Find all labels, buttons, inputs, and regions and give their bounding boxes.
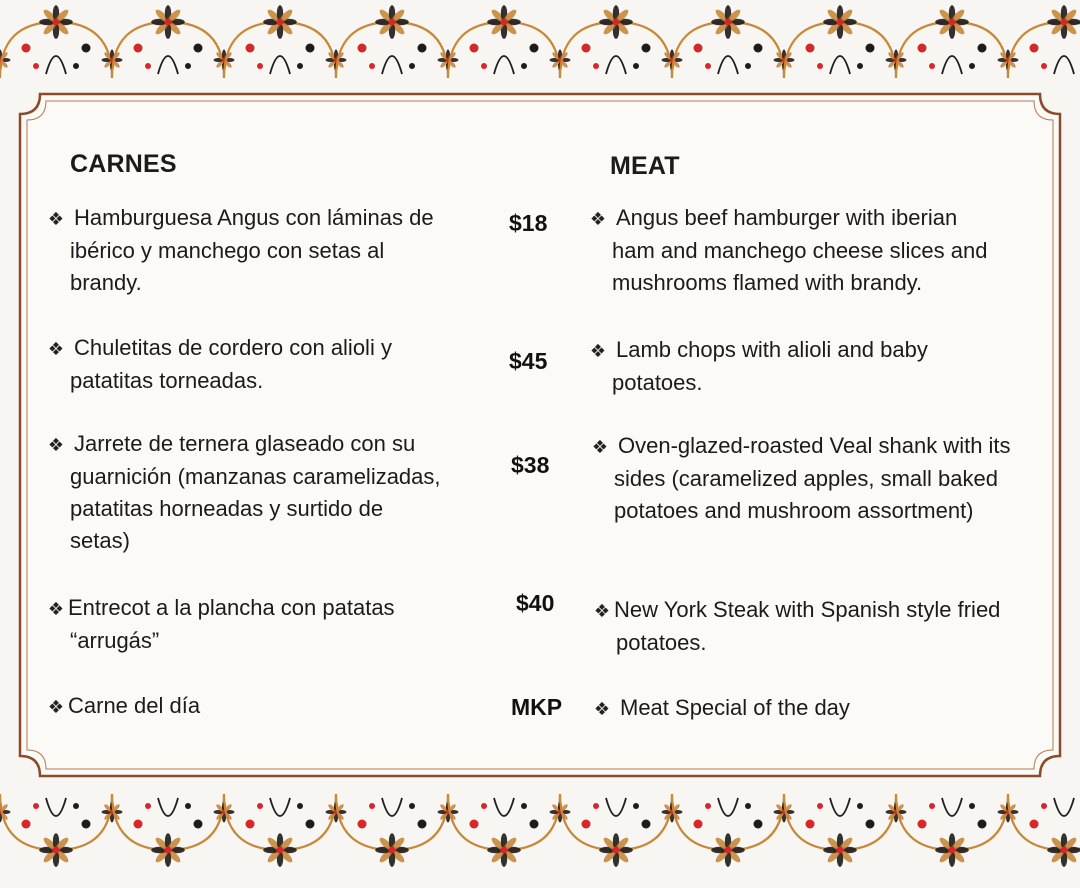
- diamond-bullet-icon: ❖: [47, 435, 65, 455]
- ornament-tile: [0, 794, 123, 867]
- bead-ornament: [82, 44, 91, 53]
- item-text: Meat Special of the day: [620, 695, 850, 720]
- bead-ornament: [593, 803, 599, 809]
- item-line: [46, 202, 496, 235]
- bead-ornament: [369, 63, 375, 69]
- bead-ornament: [969, 803, 975, 809]
- flower-ornament-icon: [935, 5, 969, 39]
- item-line: [590, 430, 1062, 463]
- bead-ornament: [754, 820, 763, 829]
- arch-ornament: [718, 56, 738, 74]
- bead-ornament: [745, 803, 751, 809]
- bead-ornament: [1030, 44, 1039, 53]
- item-text: Angus beef hamburger with iberian: [616, 205, 958, 230]
- bead-ornament: [857, 63, 863, 69]
- item-line: ibérico y manchego con setas al: [70, 238, 385, 263]
- flower-ornament-icon: [487, 5, 521, 39]
- ornament-tile: [784, 5, 907, 78]
- bead-ornament: [246, 44, 255, 53]
- arch-ornament: [830, 798, 850, 816]
- flower-ornament-icon: [151, 5, 185, 39]
- bead-ornament: [409, 803, 415, 809]
- bead-ornament: [306, 820, 315, 829]
- bead-ornament: [33, 803, 39, 809]
- bead-ornament: [918, 44, 927, 53]
- arch-ornament: [830, 56, 850, 74]
- bead-ornament: [33, 63, 39, 69]
- item-line: guarnición (manzanas caramelizadas,: [70, 464, 441, 489]
- bead-ornament: [358, 820, 367, 829]
- item-line: [592, 692, 1062, 725]
- ornament-tile: [896, 794, 1019, 867]
- bead-ornament: [134, 820, 143, 829]
- item-line: [46, 690, 496, 723]
- ornament-tile: [0, 5, 123, 78]
- flower-ornament-icon: [39, 833, 73, 867]
- bead-ornament: [297, 803, 303, 809]
- bead-ornament: [633, 803, 639, 809]
- arch-ornament: [382, 798, 402, 816]
- flower-ornament-icon: [711, 833, 745, 867]
- diamond-bullet-icon: ❖: [589, 209, 607, 229]
- ornament-tile: [448, 794, 571, 867]
- bead-ornament: [705, 803, 711, 809]
- diamond-bullet-icon: ❖: [47, 339, 65, 359]
- price-3: $38: [511, 452, 550, 478]
- menu-item-en-3: [590, 430, 1062, 527]
- flower-ornament-icon: [823, 5, 857, 39]
- bead-ornament: [745, 63, 751, 69]
- arch-ornament: [270, 56, 290, 74]
- bead-ornament: [369, 803, 375, 809]
- ornament-tile: [784, 794, 907, 867]
- bead-ornament: [530, 44, 539, 53]
- menu-item-en-5: [592, 692, 1062, 725]
- item-text: Carne del día: [68, 693, 201, 718]
- diamond-bullet-icon: ❖: [47, 697, 65, 717]
- bead-ornament: [145, 803, 151, 809]
- bead-ornament: [530, 820, 539, 829]
- bead-ornament: [22, 44, 31, 53]
- bottom-ornament-border: [0, 780, 1080, 888]
- bead-ornament: [257, 63, 263, 69]
- ornament-tile: [112, 794, 235, 867]
- item-line: “arrugás”: [70, 628, 160, 653]
- bead-ornament: [521, 63, 527, 69]
- heading-spanish: CARNES: [70, 150, 177, 178]
- item-line: potatoes and mushroom assortment): [614, 498, 974, 523]
- diamond-bullet-icon: ❖: [47, 599, 65, 619]
- flower-ornament-icon: [375, 833, 409, 867]
- flower-ornament-icon: [263, 5, 297, 39]
- bead-ornament: [521, 803, 527, 809]
- heading-english: MEAT: [610, 152, 680, 180]
- menu-item-en-4: [592, 594, 1062, 659]
- bead-ornament: [470, 44, 479, 53]
- bead-ornament: [866, 44, 875, 53]
- price-2: $45: [509, 348, 548, 374]
- bead-ornament: [929, 803, 935, 809]
- bead-ornament: [418, 820, 427, 829]
- bead-ornament: [694, 820, 703, 829]
- flower-ornament-icon: [151, 833, 185, 867]
- diamond-bullet-icon: ❖: [591, 437, 609, 457]
- bead-ornament: [306, 44, 315, 53]
- bead-ornament: [969, 63, 975, 69]
- ornament-tile: [560, 5, 683, 78]
- item-text: New York Steak with Spanish style fried: [614, 597, 1001, 622]
- ornament-tile: [224, 794, 347, 867]
- item-line: ham and manchego cheese slices and: [612, 238, 988, 263]
- arch-ornament: [718, 798, 738, 816]
- arch-ornament: [46, 56, 66, 74]
- item-text: Oven-glazed-roasted Veal shank with its: [618, 433, 1011, 458]
- bead-ornament: [194, 820, 203, 829]
- bead-ornament: [978, 44, 987, 53]
- price-5: MKP: [511, 694, 563, 720]
- bead-ornament: [582, 820, 591, 829]
- bead-ornament: [257, 803, 263, 809]
- bead-ornament: [145, 63, 151, 69]
- ornament-tile: [560, 794, 683, 867]
- bead-ornament: [929, 63, 935, 69]
- bead-ornament: [694, 44, 703, 53]
- item-line: brandy.: [70, 270, 142, 295]
- item-text: Chuletitas de cordero con alioli y: [74, 335, 392, 360]
- item-line: sides (caramelized apples, small baked: [614, 466, 998, 491]
- price-1: $18: [509, 210, 548, 236]
- item-line: [588, 202, 1058, 235]
- ornament-tile: [896, 5, 1019, 78]
- ornament-tile: [336, 5, 459, 78]
- bead-ornament: [185, 63, 191, 69]
- bead-ornament: [918, 820, 927, 829]
- bead-ornament: [194, 44, 203, 53]
- bead-ornament: [817, 803, 823, 809]
- item-line: mushrooms flamed with brandy.: [612, 270, 923, 295]
- bead-ornament: [1041, 63, 1047, 69]
- bead-ornament: [73, 63, 79, 69]
- diamond-bullet-icon: ❖: [593, 699, 611, 719]
- bead-ornament: [978, 820, 987, 829]
- item-line: patatitas horneadas y surtido de: [70, 496, 384, 521]
- flower-ornament-icon: [599, 833, 633, 867]
- diamond-bullet-icon: ❖: [47, 209, 65, 229]
- ornament-tile: [1008, 5, 1080, 78]
- bead-ornament: [705, 63, 711, 69]
- bead-ornament: [418, 44, 427, 53]
- bead-ornament: [481, 803, 487, 809]
- bead-ornament: [1030, 820, 1039, 829]
- bead-ornament: [134, 44, 143, 53]
- diamond-bullet-icon: ❖: [589, 341, 607, 361]
- bead-ornament: [754, 44, 763, 53]
- item-line: [46, 428, 496, 461]
- bead-ornament: [73, 803, 79, 809]
- ornament-tile: [672, 794, 795, 867]
- bead-ornament: [297, 63, 303, 69]
- bead-ornament: [409, 63, 415, 69]
- bead-ornament: [633, 63, 639, 69]
- bead-ornament: [470, 820, 479, 829]
- flower-ornament-icon: [39, 5, 73, 39]
- bead-ornament: [82, 820, 91, 829]
- bead-ornament: [358, 44, 367, 53]
- arch-ornament: [1054, 56, 1074, 74]
- flower-ornament-icon: [263, 833, 297, 867]
- arch-ornament: [158, 56, 178, 74]
- ornament-tile: [672, 5, 795, 78]
- ornament-tile: [448, 5, 571, 78]
- arch-ornament: [270, 798, 290, 816]
- flower-ornament-icon: [711, 5, 745, 39]
- flower-ornament-icon: [599, 5, 633, 39]
- arch-ornament: [382, 56, 402, 74]
- item-text: Jarrete de ternera glaseado con su: [74, 431, 416, 456]
- bead-ornament: [817, 63, 823, 69]
- arch-ornament: [494, 56, 514, 74]
- bead-ornament: [642, 44, 651, 53]
- item-line: setas): [70, 528, 130, 553]
- arch-ornament: [606, 798, 626, 816]
- item-line: [592, 594, 1062, 627]
- flower-ornament-icon: [1047, 833, 1080, 867]
- item-line: [588, 334, 1058, 367]
- flower-ornament-icon: [935, 833, 969, 867]
- item-line: potatoes.: [612, 370, 703, 395]
- bead-ornament: [806, 44, 815, 53]
- diamond-bullet-icon: ❖: [593, 601, 611, 621]
- bead-ornament: [866, 820, 875, 829]
- bead-ornament: [857, 803, 863, 809]
- ornament-tile: [224, 5, 347, 78]
- item-text: Hamburguesa Angus con láminas de: [74, 205, 434, 230]
- ornament-tile: [112, 5, 235, 78]
- bead-ornament: [642, 820, 651, 829]
- flower-ornament-icon: [487, 833, 521, 867]
- flower-ornament-icon: [375, 5, 409, 39]
- bead-ornament: [481, 63, 487, 69]
- item-text: Lamb chops with alioli and baby: [616, 337, 928, 362]
- bead-ornament: [593, 63, 599, 69]
- bead-ornament: [806, 820, 815, 829]
- flower-ornament-icon: [823, 833, 857, 867]
- arch-ornament: [494, 798, 514, 816]
- menu-item-es-3: [46, 428, 496, 557]
- item-line: [46, 592, 496, 625]
- bead-ornament: [1041, 803, 1047, 809]
- arch-ornament: [942, 56, 962, 74]
- top-ornament-border: [0, 0, 1080, 82]
- ornament-tile: [1008, 794, 1080, 867]
- arch-ornament: [606, 56, 626, 74]
- bead-ornament: [582, 44, 591, 53]
- bead-ornament: [22, 820, 31, 829]
- item-line: [46, 332, 496, 365]
- ornament-pattern-top: [0, 0, 1080, 82]
- flower-ornament-icon: [1047, 5, 1080, 39]
- menu-item-es-1: [46, 202, 496, 299]
- menu-item-en-1: [588, 202, 1058, 299]
- arch-ornament: [158, 798, 178, 816]
- ornament-pattern-bottom: [0, 780, 1080, 888]
- menu-item-es-5: [46, 690, 496, 723]
- arch-ornament: [942, 798, 962, 816]
- arch-ornament: [1054, 798, 1074, 816]
- menu-item-en-2: [588, 334, 1058, 399]
- bead-ornament: [185, 803, 191, 809]
- arch-ornament: [46, 798, 66, 816]
- menu-item-es-2: [46, 332, 496, 397]
- item-text: Entrecot a la plancha con patatas: [68, 595, 395, 620]
- item-line: potatoes.: [616, 630, 707, 655]
- ornament-tile: [336, 794, 459, 867]
- price-4: $40: [516, 590, 555, 616]
- bead-ornament: [246, 820, 255, 829]
- item-line: patatitas torneadas.: [70, 368, 264, 393]
- menu-item-es-4: [46, 592, 496, 657]
